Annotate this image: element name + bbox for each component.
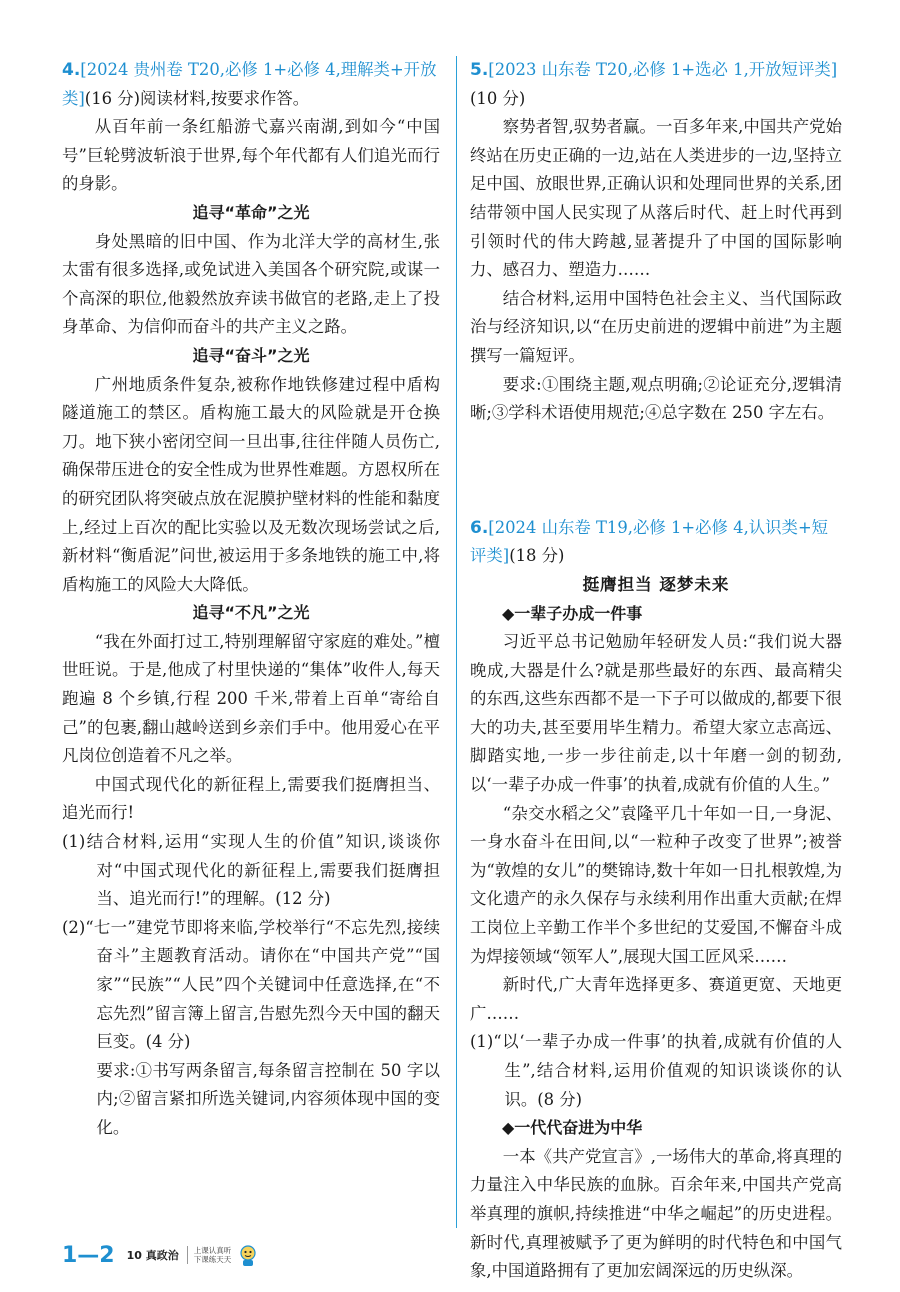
question-number: 4. — [62, 60, 81, 80]
requirement: 要求:①书写两条留言,每条留言控制在 50 字以内;②留言紧扣所选关键词,内容须体现中国的变化。 — [96, 1060, 440, 1137]
paragraph: 从百年前一条红船游弋嘉兴南湖,到如今“中国号”巨轮劈波斩浪于世界,每个年代都有人们追光而行的身影。 — [62, 117, 440, 194]
section-heading: ◆一代代奋进为中华 — [502, 1118, 643, 1138]
book-brand: 10 真政治 — [126, 1249, 179, 1262]
paragraph: 中国式现代化的新征程上,需要我们挺膺担当、追光而行! — [62, 774, 440, 823]
spacer — [470, 428, 842, 514]
question-source: [2023 山东卷 T20,必修 1+选必 1,开放短评类] — [488, 60, 838, 79]
subheading: 追寻“奋斗”之光 — [192, 345, 310, 365]
sub-question: (2)“七一”建党节即将来临,学校举行“不忘先烈,接续奋斗”主题教育活动。请你在“中国共产党”“国家”“民族”“人民”四个关键词中任意选择,在“不忘先烈”留言簿上留言,告慰先烈今天中国的翻天巨变。(4 分) — [62, 917, 440, 1052]
question-5-header — [470, 56, 842, 113]
left-column — [62, 56, 440, 1143]
question-source: [2024 山东卷 T19,必修 1+必修 4,认识类+短评类] — [470, 517, 829, 566]
paragraph: 广州地质条件复杂,被称作地铁修建过程中盾构隧道施工的禁区。盾构施工最大的风险就是开仓换刀。地下狭小密闭空间一旦出事,往往伴随人员伤亡,确保带压进仓的安全性成为世界性难题。方恩权所在的研究团队将突破点放在泥膜护壁材料的性能和黏度上,经过上百次的配比实验以及无数次现场尝试之后,新材料“衡盾泥”问世,被运用于多条地铁的施工中,将盾构施工的风险大大降低。 — [62, 374, 440, 594]
question-number: 6. — [470, 517, 489, 538]
paragraph: 身处黑暗的旧中国、作为北洋大学的高材生,张太雷有很多选择,或免试进入美国各个研究院,或谋一个高深的职位,他毅然放弃读书做官的老路,走上了投身革命、为信仰而奋斗的共产主义之路。 — [62, 231, 440, 337]
question-score: (16 分)阅读材料,按要求作答。 — [84, 88, 310, 108]
material-title: 挺膺担当 逐梦未来 — [582, 574, 730, 594]
right-column — [470, 56, 842, 1286]
paragraph: 新时代,广大青年选择更多、赛道更宽、天地更广…… — [470, 975, 842, 1023]
column-divider — [456, 56, 457, 1228]
page-number: 1—2 — [62, 1242, 115, 1268]
slogan — [187, 1246, 232, 1264]
paragraph: 结合材料,运用中国特色社会主义、当代国际政治与经济知识,以“在历史前进的逻辑中前进”为主题撰写一篇短评。 — [470, 288, 842, 365]
paragraph: 察势者智,驭势者赢。一百多年来,中国共产党始终站在历史正确的一边,站在人类进步的一边,坚持立足中国、放眼世界,正确认识和处理同世界的关系,团结带领中国人民实现了从落后时代、赶上时代再到引领时代的伟大跨越,显著提升了中国的国际影响力、感召力、塑造力…… — [470, 117, 842, 280]
paragraph: “我在外面打过工,特别理解留守家庭的难处。”檀世旺说。于是,他成了村里快递的“集体”收件人,每天跑遍 8 个乡镇,行程 200 千米,带着上百单“寄给自己”的包裹,翻山越岭送到乡亲们手中。他用爱心在平凡岗位创造着不凡之举。 — [62, 631, 440, 766]
sub-question: (1)结合材料,运用“实现人生的价值”知识,谈谈你对“中国式现代化的新征程上,需要我们挺膺担当、追光而行!”的理解。(12 分) — [62, 832, 440, 909]
mascot-icon — [235, 1242, 261, 1268]
question-source: [2024 贵州卷 T20,必修 1+必修 4,理解类+开放类] — [62, 60, 437, 108]
slogan-line: 下课练天天 — [193, 1255, 232, 1264]
paragraph: 要求:①围绕主题,观点明确;②论证充分,逻辑清晰;③学科术语使用规范;④总字数在 250 字左右。 — [470, 374, 842, 423]
sub-question: (1)“以‘一辈子办成一件事’的执着,成就有价值的人生”,结合材料,运用价值观的知识谈谈你的认识。(8 分) — [470, 1032, 842, 1109]
subheading: 追寻“革命”之光 — [192, 202, 310, 222]
question-score: (10 分) — [470, 88, 526, 108]
question-6-header — [470, 514, 842, 571]
question-4-header — [62, 56, 440, 113]
question-number: 5. — [470, 60, 489, 80]
slogan-line: 上课认真听 — [193, 1246, 232, 1255]
page-footer — [62, 1242, 261, 1268]
paragraph: 一本《共产党宣言》,一场伟大的革命,将真理的力量注入中华民族的血脉。百余年来,中国共产党高举真理的旗帜,持续推进“中华之崛起”的历史进程。新时代,真理被赋予了更为鲜明的时代特色和中国气象,中国道路拥有了更加宏阔深远的历史纵深。 — [470, 1146, 842, 1281]
question-score: (18 分) — [509, 546, 565, 566]
paragraph: 习近平总书记勉励年轻研发人员:“我们说大器晚成,大器是什么?就是那些最好的东西、最高精尖的东西,这些东西都不是一下子可以做成的,都要下很大的功夫,甚至要用毕生精力。希望大家立志高远、脚踏实地,一步一步往前走,以十年磨一剑的韧劲,以‘一辈子办成一件事’的执着,成就有价值的人生。” — [470, 632, 842, 795]
subheading: 追寻“不凡”之光 — [192, 603, 310, 623]
paragraph: “杂交水稻之父”袁隆平几十年如一日,一身泥、一身水奋斗在田间,以“一粒种子改变了世界”;被誉为“敦煌的女儿”的樊锦诗,数十年如一日扎根敦煌,为文化遗产的永久保存与永续利用作出重大贡献;在焊工岗位上辛勤工作半个多世纪的艾爱国,不懈奋斗成为焊接领域“领军人”,展现大国工匠风采…… — [470, 803, 842, 966]
section-heading: ◆一辈子办成一件事 — [502, 603, 643, 623]
